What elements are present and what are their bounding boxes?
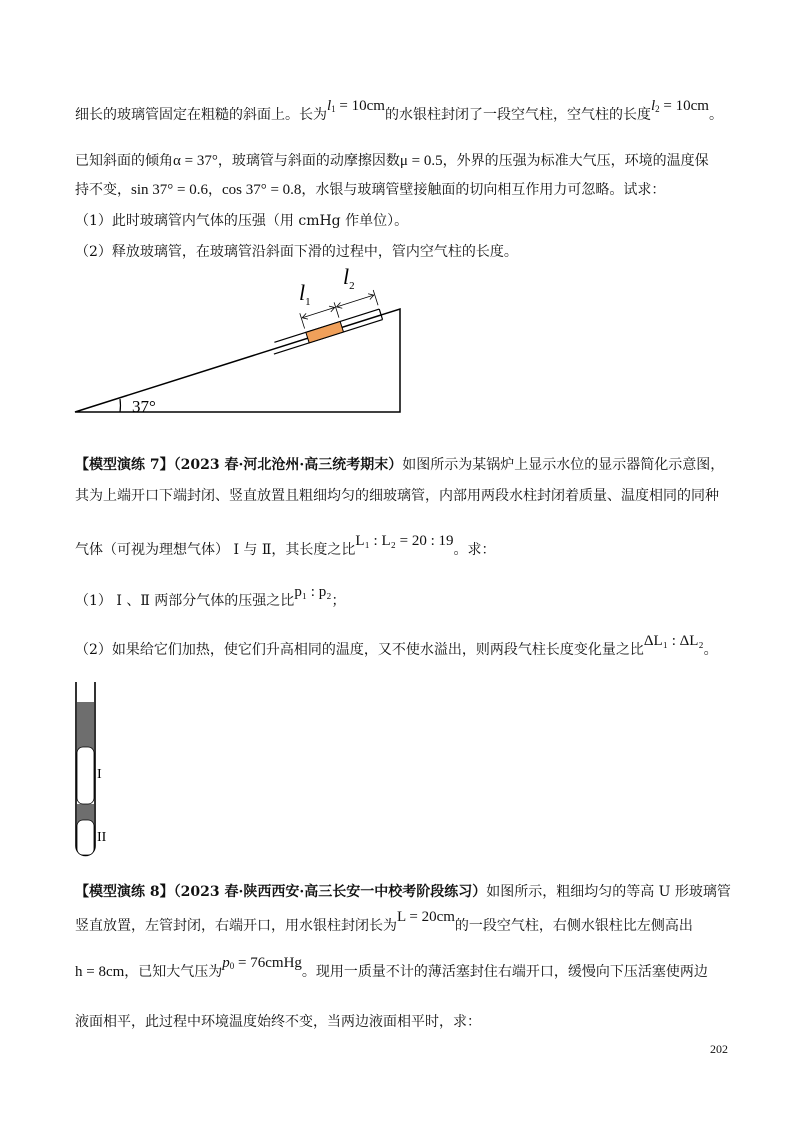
incline-triangle — [75, 309, 400, 412]
p0-expression: $p_0$ = 76cmHg — [222, 955, 302, 971]
sin-expression: sin 37° = 0.6 — [131, 182, 208, 198]
l1-expression: $l_1 = 10cm$ — [327, 98, 385, 114]
vertical-tube-figure — [0, 670, 200, 870]
text: 已知斜面的倾角 — [75, 153, 173, 169]
l1-label: $l_1$ — [299, 280, 311, 308]
problem7-line1 — [75, 456, 724, 474]
cos-expression: cos 37° = 0.8 — [221, 182, 302, 198]
problem8-line3 — [75, 955, 708, 984]
length-ratio: L₁ : L₂ = 20 : 19 — [355, 533, 454, 549]
text: 如图所示为某锅炉上显示水位的显示器简化示意图， — [402, 457, 725, 473]
L-expression: L = 20cm — [397, 909, 455, 925]
label-II: II — [97, 830, 107, 845]
text: 。 — [708, 107, 723, 123]
text: 。 — [703, 642, 718, 658]
l2-expression: $l_2 = 10cm$ — [650, 98, 709, 114]
label-I: I — [97, 767, 102, 782]
gas-I-region — [77, 747, 94, 804]
text: 细长的玻璃管固定在粗糙的斜面上。长为 — [75, 107, 327, 123]
text: ，水银与玻璃管壁接触面的切向相互作用力可忽略。试求： — [301, 182, 666, 198]
text: ； — [331, 593, 346, 609]
problem8-line1 — [75, 883, 731, 901]
text: 如图所示，粗细均匀的等高 U 形玻璃管 — [486, 884, 731, 900]
text: ， — [207, 182, 222, 198]
problem7-line2: 其为上端开口下端封闭、竖直放置且粗细均匀的细玻璃管，内部用两段水柱封闭着质量、温度相同的同种 — [75, 488, 719, 504]
text: （2）如果给它们加热，使它们升高相同的温度，又不使水溢出，则两段气柱长度变化量之比 — [75, 642, 644, 658]
text: ，已知大气压为 — [124, 964, 223, 980]
l2-dimension-arrow — [338, 295, 373, 306]
length-change-ratio: ΔL₁ : ΔL₂ — [643, 633, 704, 649]
mu-expression: μ = 0.5 — [399, 153, 443, 169]
problem7-question1 — [75, 584, 346, 610]
text: ，玻璃管与斜面的动摩擦因数 — [217, 153, 400, 169]
pressure-ratio: p₁ : p₂ — [294, 584, 332, 600]
problem8-line2 — [75, 909, 693, 935]
problem7-question2 — [75, 633, 718, 659]
text: ，外界的压强为标准大气压，环境的温度保 — [442, 153, 709, 169]
alpha-expression: α = 37° — [173, 153, 218, 169]
text: 。求： — [453, 542, 496, 558]
glass-tube — [265, 290, 383, 354]
l1-dimension-arrow — [303, 308, 334, 318]
incline-figure — [0, 0, 800, 430]
text: 持不变， — [75, 182, 131, 198]
text: （1） Ⅰ 、Ⅱ 两部分气体的压强之比 — [75, 593, 295, 609]
h-expression: h = 8cm — [75, 964, 125, 980]
gas-II-region — [77, 820, 94, 855]
text: 的水银柱封闭了一段空气柱，空气柱的长度 — [384, 107, 651, 123]
l2-label: $l_2$ — [343, 264, 355, 292]
problem7-title: 【模型演练 7】（2023 春·河北沧州·高三统考期末） — [75, 457, 403, 473]
problem6-question1: （1）此时玻璃管内气体的压强（用 cmHg 作单位）。 — [75, 213, 409, 229]
text: 的一段空气柱，右侧水银柱比左侧高出 — [454, 918, 693, 934]
problem8-line4: 液面相平，此过程中环境温度始终不变，当两边液面相平时，求： — [75, 1014, 481, 1030]
angle-label: 37° — [132, 397, 156, 416]
page-number: 202 — [710, 1042, 728, 1056]
text: 。现用一质量不计的薄活塞封住右端开口，缓慢向下压活塞使两边 — [301, 964, 708, 980]
problem7-line3 — [75, 533, 496, 559]
dim-tick — [373, 290, 378, 305]
mercury-column — [306, 321, 344, 342]
text: 竖直放置，左管封闭，右端开口，用水银柱封闭长为 — [75, 918, 397, 934]
problem6-question2: （2）释放玻璃管，在玻璃管沿斜面下滑的过程中，管内空气柱的长度。 — [75, 244, 518, 260]
text: 气体（可视为理想气体） Ⅰ 与 Ⅱ，其长度之比 — [75, 542, 356, 558]
problem8-title: 【模型演练 8】（2023 春·陕西西安·高三长安一中校考阶段练习） — [75, 884, 487, 900]
